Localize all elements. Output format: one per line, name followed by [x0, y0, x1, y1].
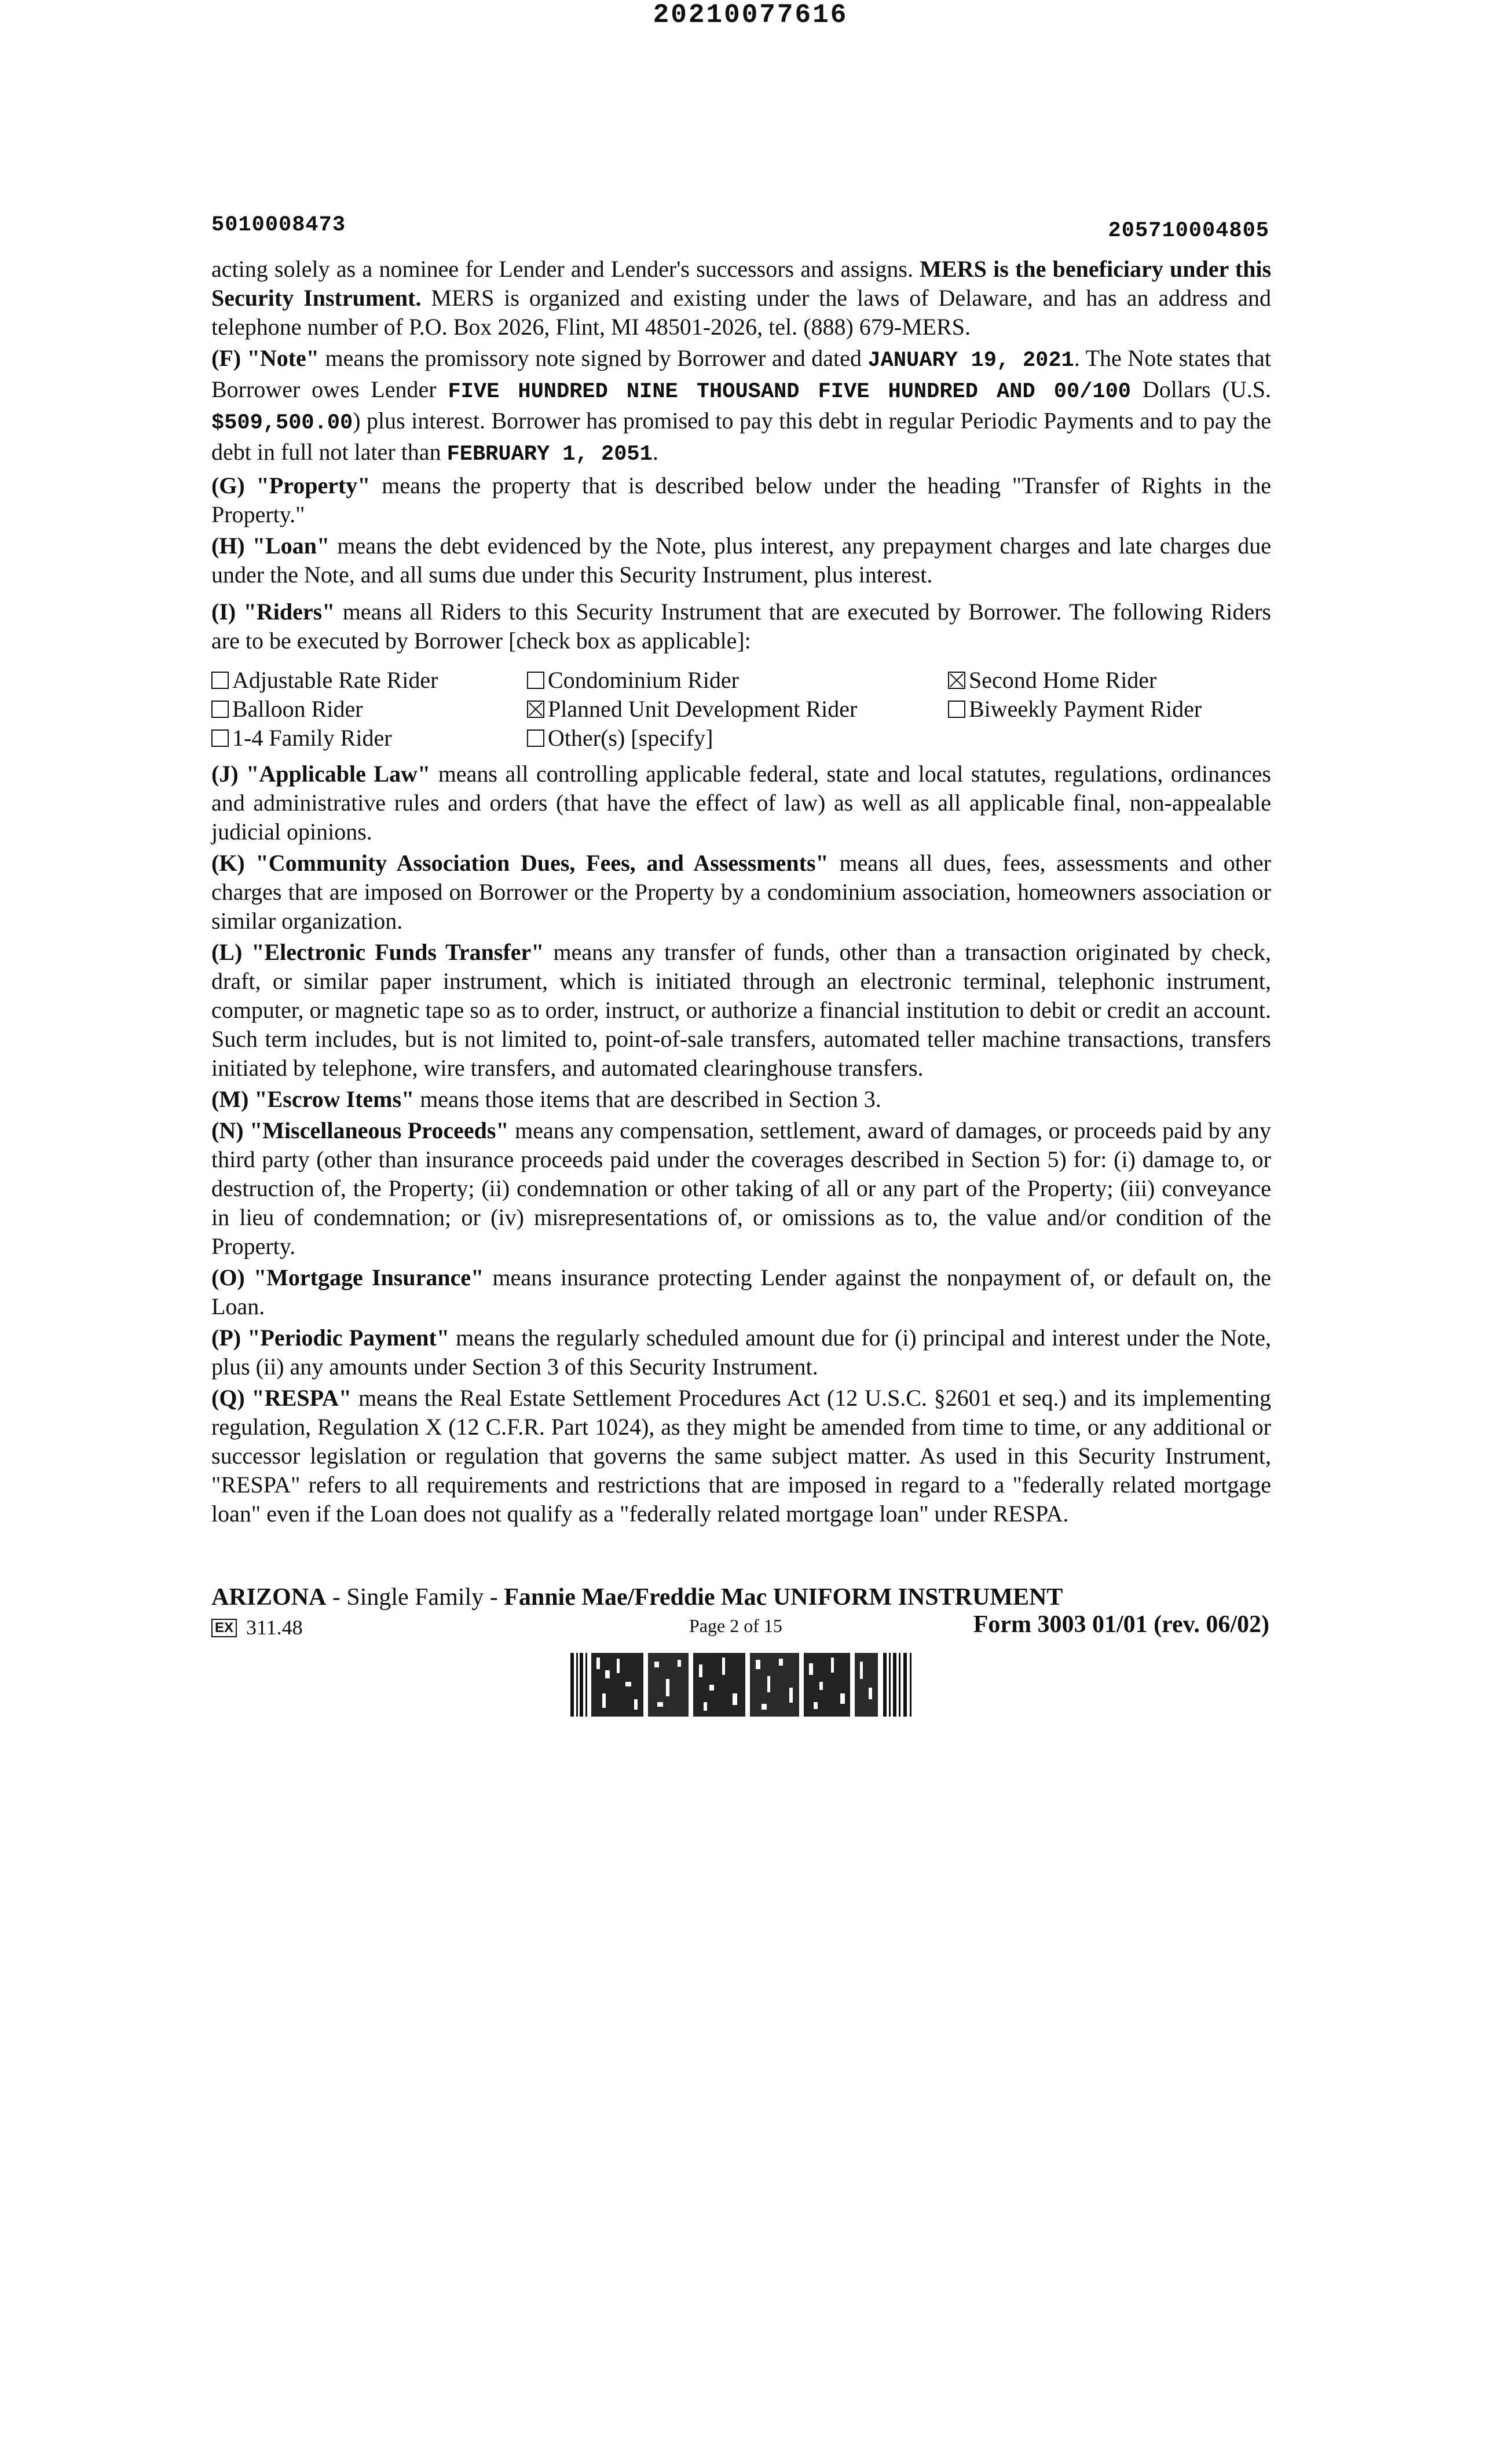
checkbox-icon[interactable] — [211, 672, 229, 689]
section-k-community-dues: (K) "Community Association Dues, Fees, and Assessments" means all dues, fees, assessments and other charges that are imposed on Borrower or the Property by a condominium association, homeowners association or similar organization. — [211, 850, 1271, 934]
section-n-misc-proceeds: (N) "Miscellaneous Proceeds" means any compensation, settlement, award of damages, or proceeds paid by any third party (other than insurance proceeds paid under the coverages described in Section 5) for: (i) damage to, or destruction of, the Property; (ii) condemnation or other taking of all or any part of the Property; (iii) conveyance in lieu of condemnation; or (iv) misrepresentations of, or omissions as to, the value and/or condition of the Property. — [211, 1117, 1271, 1259]
rider-biweekly-payment[interactable]: Biweekly Payment Rider — [948, 695, 1202, 724]
checkbox-icon[interactable] — [527, 672, 544, 689]
loan-amount-words: FIVE HUNDRED NINE THOUSAND FIVE HUNDRED AND 00/100 — [448, 380, 1131, 404]
mers-paragraph: acting solely as a nominee for Lender and Lender's successors and assigns. MERS is the beneficiary under this Security Instrument. MERS is organized and existing under the laws of Delaware, and has an address and telephone number of P.O. Box 2026, Flint, MI 48501-2026, tel. (888) 679-MERS. — [211, 256, 1272, 340]
rider-planned-unit-development[interactable]: Planned Unit Development Rider — [527, 695, 857, 724]
rider-adjustable-rate[interactable]: Adjustable Rate Rider — [211, 666, 438, 695]
barcode-icon — [570, 1653, 918, 1717]
loan-number-right: 205710004805 — [1108, 219, 1269, 243]
loan-number-left: 5010008473 — [211, 213, 346, 237]
section-p-periodic-payment: (P) "Periodic Payment" means the regularly scheduled amount due for (i) principal and interest under the Note, plus (ii) any amounts under Section 3 of this Security Instrument. — [211, 1325, 1271, 1380]
maturity-date: FEBRUARY 1, 2051 — [446, 442, 653, 467]
section-f-note: (F) "Note" means the promissory note signed by Borrower and dated JANUARY 19, 2021. The Note states that Borrower owes Lender FIVE HUNDRED NINE THOUSAND FIVE HUNDRED AND 00/100 Dollars (U.S. $509,500.00) plus interest. Borrower has promised to pay this debt in regular Periodic Payments and to pay the debt in full not later than FEBRUARY 1, 2051. — [211, 345, 1271, 467]
section-i-riders: (I) "Riders" means all Riders to this Security Instrument that are executed by Borrower. The following Riders are to be executed by Borrower [check box as applicable]: — [211, 599, 1271, 654]
loan-amount: $509,500.00 — [211, 411, 353, 435]
section-l-eft: (L) "Electronic Funds Transfer" means any transfer of funds, other than a transaction originated by check, draft, or similar paper instrument, which is initiated through an electronic terminal, telephonic instrument, computer, or magnetic tape so as to order, instruct, or authorize a financial institution to debit or credit an account. Such term includes, but is not limited to, point-of-sale transfers, automated teller machine transactions, transfers initiated by telephone, wire transfers, and automated clearinghouse transfers. — [211, 939, 1271, 1081]
rider-balloon[interactable]: Balloon Rider — [211, 695, 363, 724]
checkbox-icon[interactable] — [527, 729, 544, 747]
checkbox-icon[interactable] — [211, 701, 229, 718]
publisher-logo-icon: EX — [211, 1619, 237, 1637]
section-m-escrow: (M) "Escrow Items" means those items that are described in Section 3. — [211, 1086, 881, 1112]
rider-condominium[interactable]: Condominium Rider — [527, 666, 739, 695]
form-number: Form 3003 01/01 (rev. 06/02) — [973, 1611, 1269, 1638]
section-h-loan: (H) "Loan" means the debt evidenced by the Note, plus interest, any prepayment charges and late charges due under the Note, and all sums due under this Security Instrument, plus interest. — [211, 533, 1272, 588]
page-number: Page 2 of 15 — [689, 1615, 782, 1636]
section-j-applicable-law: (J) "Applicable Law" means all controlling applicable federal, state and local statutes, regulations, ordinances and administrative rules and orders (that have the effect of law) as well as all applicable final, non-appealable judicial opinions. — [211, 761, 1271, 845]
form-code: EX 311.48 — [211, 1615, 303, 1640]
checked-box-icon[interactable] — [948, 672, 965, 689]
rider-second-home[interactable]: Second Home Rider — [948, 666, 1156, 695]
rider-other[interactable]: Other(s) [specify] — [527, 724, 713, 753]
section-o-mortgage-insurance: (O) "Mortgage Insurance" means insurance protecting Lender against the nonpayment of, or default on, the Loan. — [211, 1264, 1271, 1319]
note-date: JANUARY 19, 2021 — [867, 349, 1074, 373]
mers-beneficiary-statement: MERS is the beneficiary under this Security Instrument. — [211, 256, 1272, 311]
form-title: ARIZONA - Single Family - Fannie Mae/Freddie Mac UNIFORM INSTRUMENT — [211, 1584, 1063, 1611]
rider-1-4-family[interactable]: 1-4 Family Rider — [211, 724, 392, 753]
checkbox-icon[interactable] — [948, 701, 965, 718]
checked-box-icon[interactable] — [527, 701, 544, 718]
riders-checklist — [211, 666, 1271, 758]
section-g-property: (G) "Property" means the property that is described below under the heading "Transfer of Rights in the Property." — [211, 472, 1271, 527]
recording-number: 20210077616 — [653, 0, 848, 30]
checkbox-icon[interactable] — [211, 729, 229, 747]
document-body — [211, 255, 1271, 1531]
section-q-respa: (Q) "RESPA" means the Real Estate Settlement Procedures Act (12 U.S.C. §2601 et seq.) and its implementing regulation, Regulation X (12 C.F.R. Part 1024), as they might be amended from time to time, or any additional or successor legislation or regulation that governs the same subject matter. As used in this Security Instrument, "RESPA" refers to all requirements and restrictions that are imposed in regard to a "federally related mortgage loan" even if the Loan does not qualify as a "federally related mortgage loan" under RESPA. — [211, 1385, 1271, 1527]
